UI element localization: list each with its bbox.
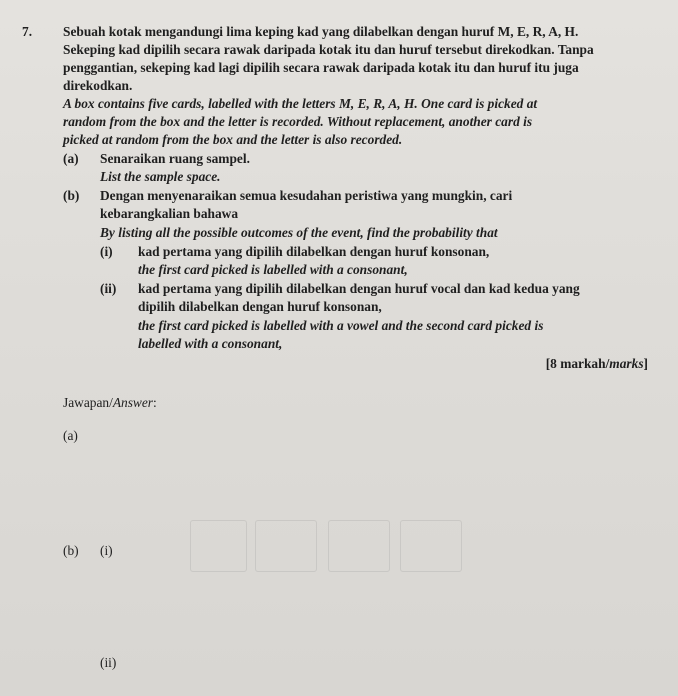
part-a-label: (a) bbox=[63, 151, 79, 166]
part-b-english: By listing all the possible outcomes of the event, find the probability that bbox=[100, 225, 498, 240]
answer-heading-colon: : bbox=[153, 395, 157, 410]
answer-b-ii-label: (ii) bbox=[100, 655, 117, 670]
part-b-malay-line-1: Dengan menyenaraikan semua kesudahan peristiwa yang mungkin, cari bbox=[100, 188, 513, 203]
show-through-card-2 bbox=[255, 520, 317, 572]
marks-label bbox=[546, 356, 648, 372]
question-english-line-1: A box contains five cards, labelled with the letters M, E, R, A, H. One card is picked at bbox=[63, 96, 538, 111]
question-english-line-2: random from the box and the letter is recorded. Without replacement, another card is bbox=[63, 114, 533, 129]
marks-english: marks bbox=[609, 356, 644, 371]
part-b-ii-malay-line-1: kad pertama yang dipilih dilabelkan dengan huruf vocal dan kad kedua yang bbox=[138, 281, 580, 296]
question-malay-line-4: direkodkan. bbox=[63, 78, 133, 93]
part-b-label: (b) bbox=[63, 188, 80, 203]
part-b-ii-english-line-2: labelled with a consonant, bbox=[138, 336, 283, 351]
answer-heading bbox=[63, 395, 157, 411]
question-number: 7. bbox=[22, 24, 33, 39]
part-b-ii-label: (ii) bbox=[100, 281, 117, 296]
part-b-i-label: (i) bbox=[100, 244, 113, 259]
marks-malay: [8 markah/ bbox=[545, 356, 610, 371]
question-malay-line-3: penggantian, sekeping kad lagi dipilih secara rawak daripada kotak itu dan huruf itu juga bbox=[63, 60, 579, 75]
part-a-malay: Senaraikan ruang sampel. bbox=[100, 151, 250, 166]
part-b-ii-english-line-1: the first card picked is labelled with a vowel and the second card picked is bbox=[138, 318, 544, 333]
part-b-i-english: the first card picked is labelled with a consonant, bbox=[138, 262, 408, 277]
marks-close: ] bbox=[643, 356, 648, 371]
question-malay-line-2: Sekeping kad dipilih secara rawak daripada kotak itu dan huruf tersebut direkodkan. Tanpa bbox=[63, 42, 594, 57]
show-through-card-4 bbox=[400, 520, 462, 572]
part-b-ii-malay-line-2: dipilih dilabelkan dengan huruf konsonan, bbox=[138, 299, 382, 314]
question-malay-line-1: Sebuah kotak mengandungi lima keping kad yang dilabelkan dengan huruf M, E, R, A, H. bbox=[63, 24, 579, 39]
answer-heading-malay: Jawapan/ bbox=[63, 395, 113, 410]
part-b-malay-line-2: kebarangkalian bahawa bbox=[100, 206, 239, 221]
show-through-card-1 bbox=[190, 520, 247, 572]
part-b-i-malay: kad pertama yang dipilih dilabelkan dengan huruf konsonan, bbox=[138, 244, 490, 259]
answer-a-label: (a) bbox=[63, 428, 78, 443]
show-through-card-3 bbox=[328, 520, 390, 572]
question-english-line-3: picked at random from the box and the letter is also recorded. bbox=[63, 132, 403, 147]
answer-heading-english: Answer bbox=[112, 395, 154, 410]
part-a-english: List the sample space. bbox=[100, 169, 221, 184]
answer-b-label: (b) bbox=[63, 543, 79, 558]
answer-b-i-label: (i) bbox=[100, 543, 113, 558]
